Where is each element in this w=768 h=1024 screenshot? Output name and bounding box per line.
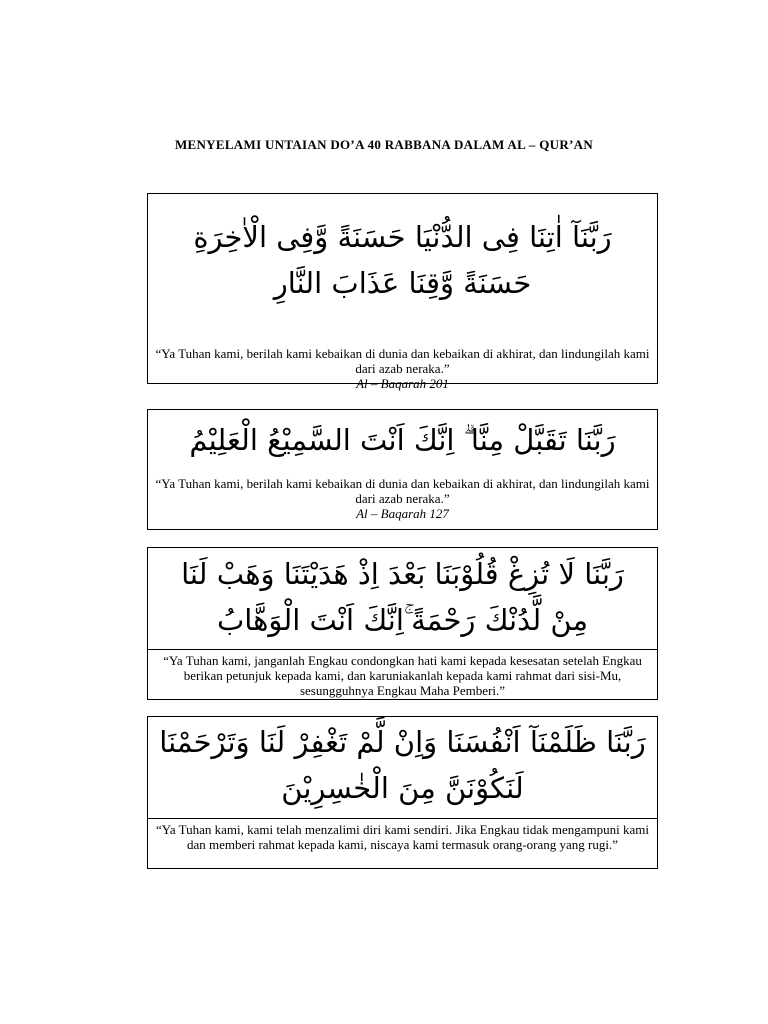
page-title: MENYELAMI UNTAIAN DO’A 40 RABBANA DALAM AL – QUR’AN xyxy=(174,137,594,152)
arabic-verse: رَبَّنَا لَا تُزِغْ قُلُوْبَنَا بَعْدَ اِذْ هَدَيْتَنَا وَهَبْ لَنَا مِنْ لَّدُنْكَ رَحْمَةً ۚاِنَّكَ اَنْتَ الْوَهَّابُ xyxy=(181,557,624,637)
translation-text: “Ya Tuhan kami, berilah kami kebaikan di dunia dan kebaikan di akhirat, dan lindungilah kami dari azab neraka.” xyxy=(155,346,650,376)
translation-text: “Ya Tuhan kami, kami telah menzalimi diri kami sendiri. Jika Engkau tidak mengampuni kami dan memberi rahmat kepada kami, niscaya kami termasuk orang-orang yang rugi.” xyxy=(156,822,649,852)
prayer-card-4 xyxy=(147,716,658,869)
arabic-verse: رَبَّنَآ اٰتِنَا فِى الدُّنْيَا حَسَنَةً وَّفِى الْاٰخِرَةِ حَسَنَةً وَّقِنَا عَذَابَ النَّارِ xyxy=(193,220,612,300)
verse-reference: Al – Baqarah 201 xyxy=(356,376,449,391)
verse-reference: Al – Baqarah 127 xyxy=(356,506,449,521)
translation-text: “Ya Tuhan kami, janganlah Engkau condongkan hati kami kepada kesesatan setelah Engkau berikan petunjuk kepada kami, dan karuniakanlah kepada kami rahmat dari sisi-Mu, sesungguhnya Engkau Maha Pemberi.” xyxy=(163,653,642,698)
translation-text: “Ya Tuhan kami, berilah kami kebaikan di dunia dan kebaikan di akhirat, dan lindungilah kami dari azab neraka.” xyxy=(155,476,650,506)
prayer-card-2 xyxy=(147,409,658,530)
prayer-card-1 xyxy=(147,193,658,391)
arabic-verse: رَبَّنَا تَقَبَّلْ مِنَّا ۗ اِنَّكَ اَنْتَ السَّمِيْعُ الْعَلِيْمُ xyxy=(189,423,616,457)
prayer-card-3 xyxy=(147,547,658,700)
arabic-verse: رَبَّنَا ظَلَمْنَآ اَنْفُسَنَا وَاِنْ لَّمْ تَغْفِرْ لَنَا وَتَرْحَمْنَا لَنَكُوْنَنَّ مِنَ الْخٰسِرِيْنَ xyxy=(159,725,646,805)
